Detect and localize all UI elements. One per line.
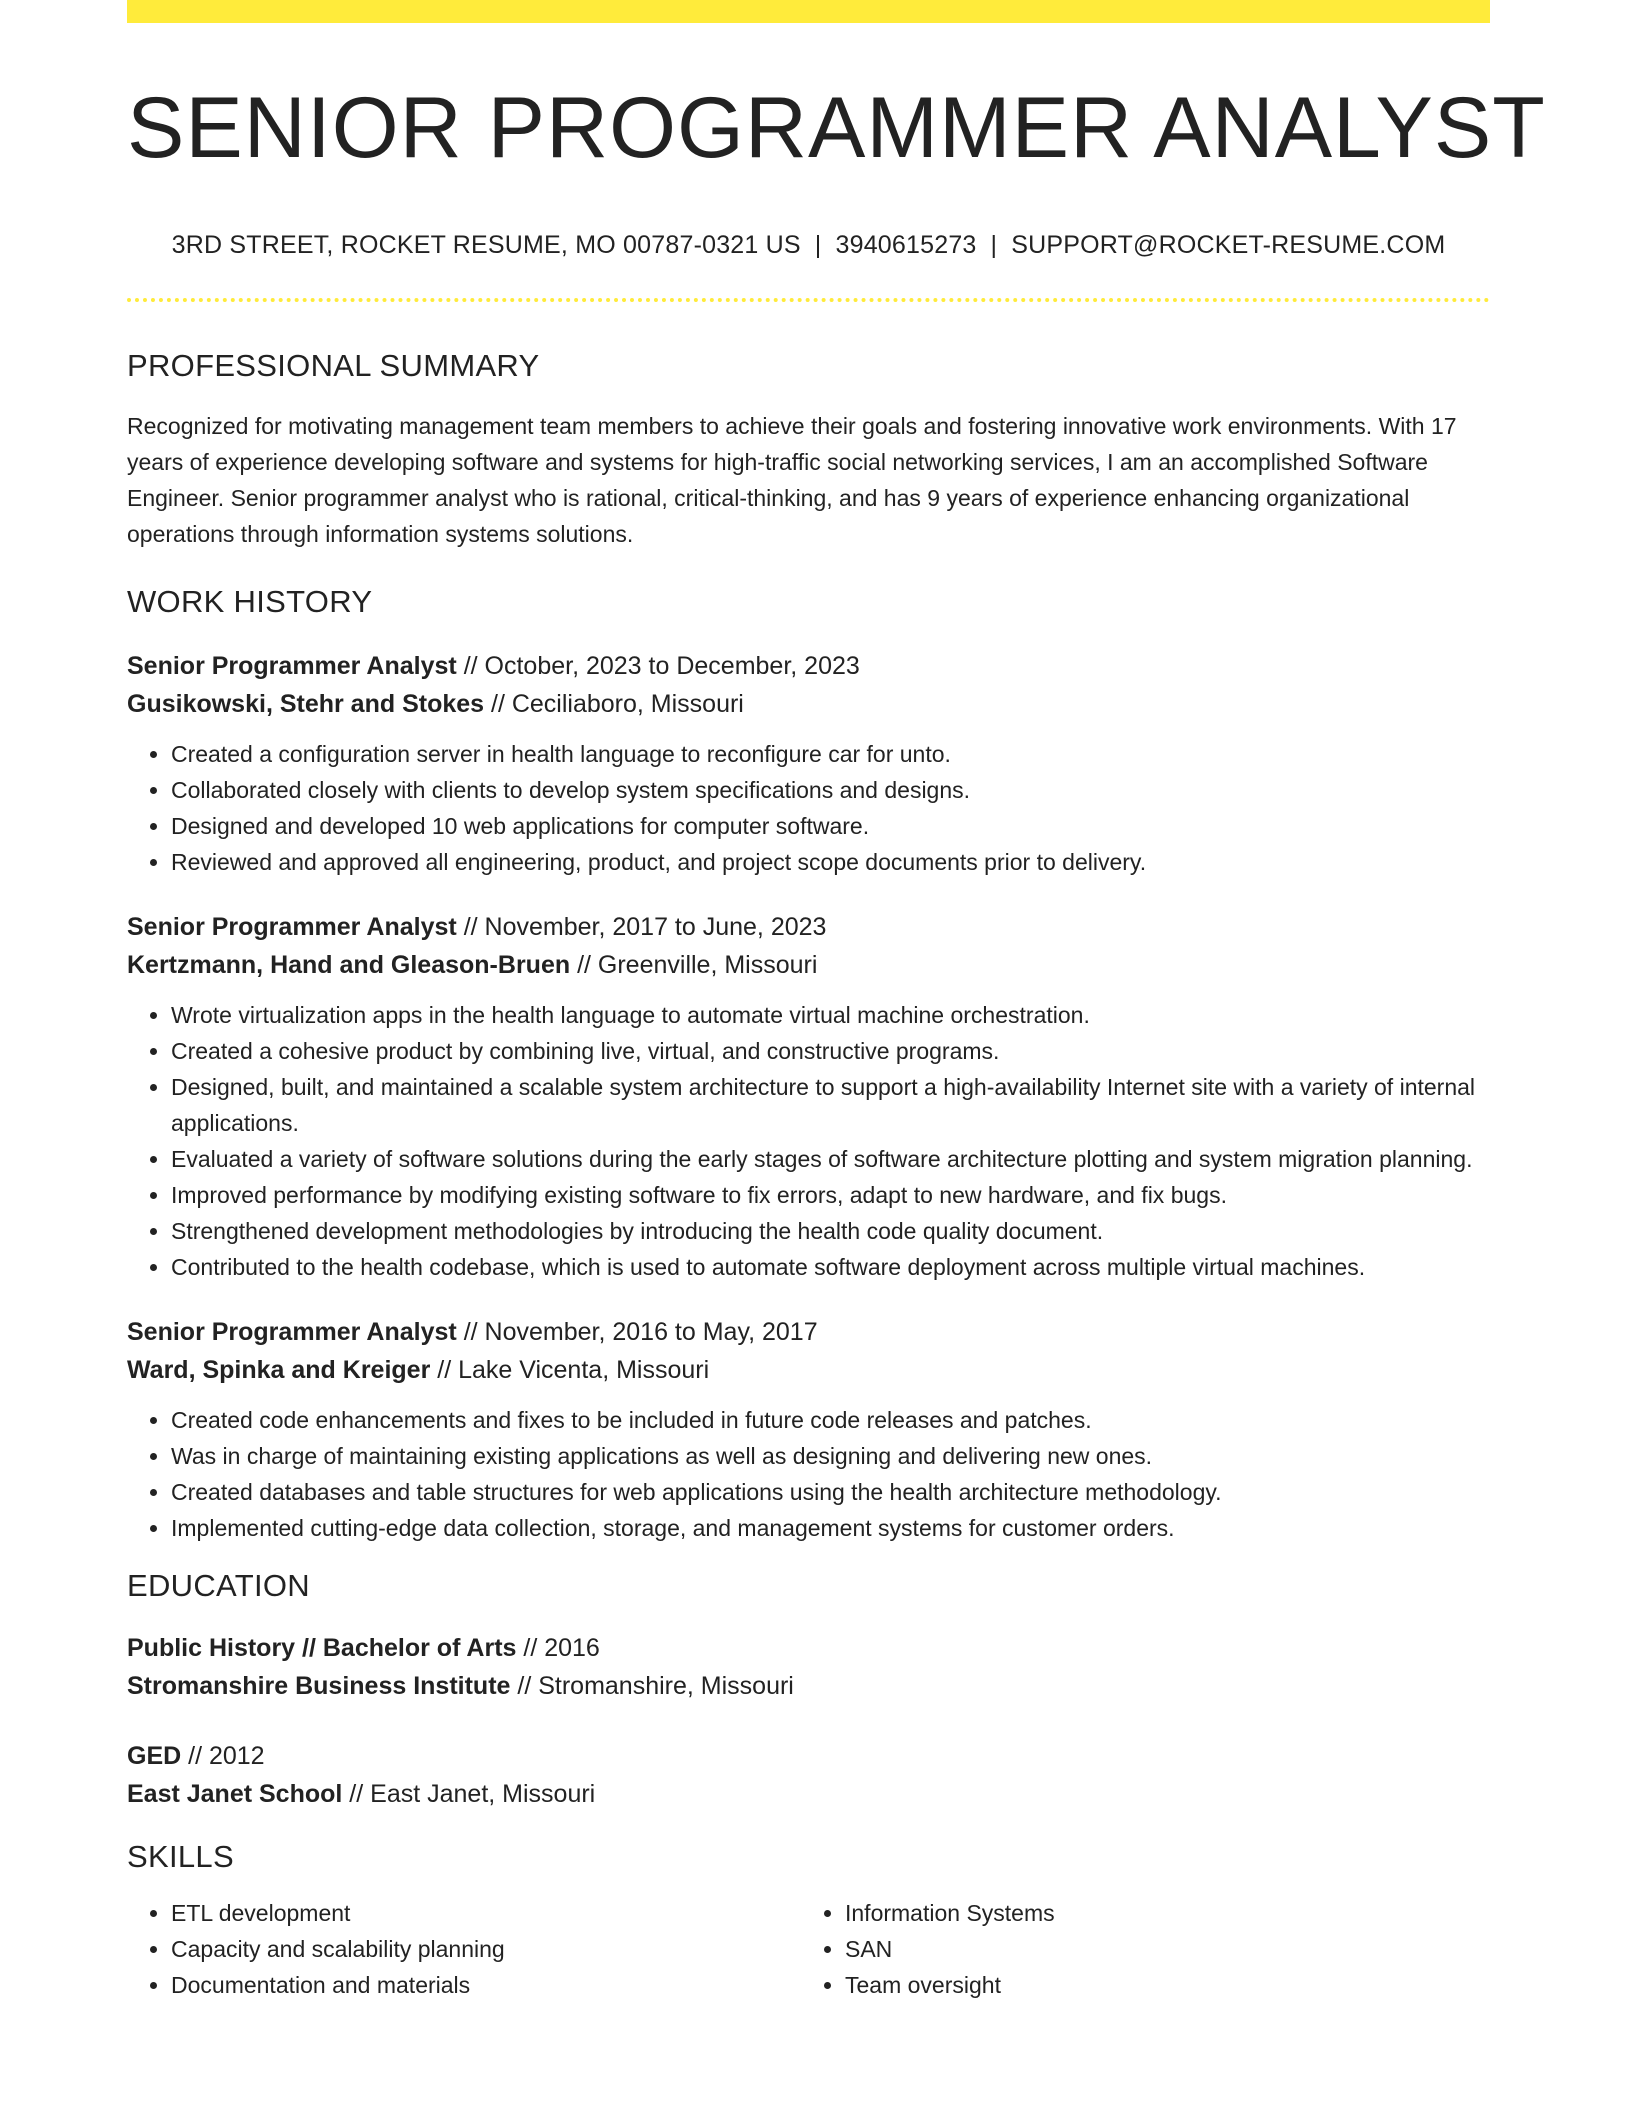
job-role: Senior Programmer Analyst xyxy=(127,1318,457,1347)
education-school-line xyxy=(127,1667,1490,1705)
resume-page xyxy=(127,0,1546,2003)
section-title-education: EDUCATION xyxy=(127,1568,310,1604)
job-bullet: • Wrote virtualization apps in the health language to automate virtual machine orchestration. xyxy=(171,997,1490,1033)
job-bullet: • Collaborated closely with clients to develop system specifications and designs. xyxy=(171,772,1490,808)
job-location: // Ceciliaboro, Missouri xyxy=(484,690,744,719)
job-location: // Greenville, Missouri xyxy=(570,951,818,980)
education-school: Stromanshire Business Institute xyxy=(127,1672,511,1701)
skills-list xyxy=(127,1895,1490,2003)
skill-item: • ETL development xyxy=(171,1895,801,1931)
education-entry xyxy=(127,1737,1490,1813)
section-title-skills: SKILLS xyxy=(127,1839,234,1875)
education-school: East Janet School xyxy=(127,1780,343,1809)
contact-separator: | xyxy=(814,231,822,260)
job-company: Gusikowski, Stehr and Stokes xyxy=(127,690,485,719)
job-entry xyxy=(127,1313,1490,1546)
education-degree: GED xyxy=(127,1742,182,1771)
job-location: // Lake Vicenta, Missouri xyxy=(430,1356,710,1385)
job-bullet: • Reviewed and approved all engineering, product, and project scope documents prior to delivery. xyxy=(171,844,1490,880)
job-company: Ward, Spinka and Kreiger xyxy=(127,1356,431,1385)
job-company-line xyxy=(127,946,1490,984)
job-bullet: • Evaluated a variety of software solutions during the early stages of software architecture plotting and system migration planning. xyxy=(171,1141,1490,1177)
job-bullet: • Created code enhancements and fixes to be included in future code releases and patches. xyxy=(171,1402,1490,1438)
job-bullets xyxy=(127,736,1490,880)
job-dates: // November, 2017 to June, 2023 xyxy=(456,913,827,942)
skill-item: • Team oversight xyxy=(845,1967,1475,2003)
education-year: // 2016 xyxy=(516,1634,600,1663)
job-entry xyxy=(127,908,1490,1285)
job-bullets xyxy=(127,1402,1490,1546)
contact-line xyxy=(127,231,1490,260)
skills-column-left xyxy=(127,1895,801,2003)
skill-item: • SAN xyxy=(845,1931,1475,1967)
skill-item: • Capacity and scalability planning xyxy=(171,1931,801,1967)
job-entry xyxy=(127,647,1490,880)
education-location: // Stromanshire, Missouri xyxy=(510,1672,794,1701)
accent-top-bar xyxy=(127,0,1490,23)
job-bullet: • Created databases and table structures for web applications using the health architecture methodology. xyxy=(171,1474,1490,1510)
job-role-line xyxy=(127,1313,1490,1351)
skill-item: • Documentation and materials xyxy=(171,1967,801,2003)
contact-separator: | xyxy=(990,231,998,260)
contact-phone: 3940615273 xyxy=(835,231,977,260)
job-dates: // November, 2016 to May, 2017 xyxy=(456,1318,818,1347)
education-degree-line xyxy=(127,1629,1490,1667)
job-company: Kertzmann, Hand and Gleason-Bruen xyxy=(127,951,571,980)
job-company-line xyxy=(127,1351,1490,1389)
job-bullet: • Designed and developed 10 web applications for computer software. xyxy=(171,808,1490,844)
job-bullet: • Improved performance by modifying existing software to fix errors, adapt to new hardware, and fix bugs. xyxy=(171,1177,1490,1213)
job-bullets xyxy=(127,997,1490,1285)
skill-item: • Information Systems xyxy=(845,1895,1475,1931)
job-bullet: • Created a cohesive product by combining live, virtual, and constructive programs. xyxy=(171,1033,1490,1069)
education-location: // East Janet, Missouri xyxy=(342,1780,596,1809)
job-role-line xyxy=(127,908,1490,946)
education-entry xyxy=(127,1629,1490,1705)
education-school-line xyxy=(127,1775,1490,1813)
job-role-line xyxy=(127,647,1490,685)
summary-text: Recognized for motivating management team members to achieve their goals and fostering innovative work environments. With 17 years of experience developing software and systems for high-traffic social networking services, I am an accomplished Software Engineer. Senior programmer analyst who is rational, critical-thinking, and has 9 years of experience enhancing organizational operations through information systems solutions. xyxy=(127,413,1457,548)
education-degree: Public History // Bachelor of Arts xyxy=(127,1634,517,1663)
job-bullet: • Contributed to the health codebase, which is used to automate software deployment across multiple virtual machines. xyxy=(171,1249,1490,1285)
skills-column-right xyxy=(801,1895,1475,2003)
job-bullet: • Designed, built, and maintained a scalable system architecture to support a high-availability Internet site with a variety of internal applications. xyxy=(171,1069,1490,1141)
contact-address: 3RD STREET, ROCKET RESUME, MO 00787-0321 US xyxy=(171,231,801,260)
contact-email: SUPPORT@ROCKET-RESUME.COM xyxy=(1011,231,1446,260)
resume-title: SENIOR PROGRAMMER ANALYST xyxy=(127,80,1546,176)
section-title-summary: PROFESSIONAL SUMMARY xyxy=(127,348,540,384)
job-role: Senior Programmer Analyst xyxy=(127,652,457,681)
education-year: // 2012 xyxy=(181,1742,265,1771)
job-bullet: • Implemented cutting-edge data collection, storage, and management systems for customer orders. xyxy=(171,1510,1490,1546)
job-bullet: • Created a configuration server in health language to reconfigure car for unto. xyxy=(171,736,1490,772)
section-title-work: WORK HISTORY xyxy=(127,584,373,620)
education-degree-line xyxy=(127,1737,1490,1775)
job-bullet: • Strengthened development methodologies by introducing the health code quality document. xyxy=(171,1213,1490,1249)
job-dates: // October, 2023 to December, 2023 xyxy=(456,652,860,681)
dotted-divider xyxy=(127,298,1490,302)
job-bullet: • Was in charge of maintaining existing applications as well as designing and delivering new ones. xyxy=(171,1438,1490,1474)
job-company-line xyxy=(127,685,1490,723)
job-role: Senior Programmer Analyst xyxy=(127,913,457,942)
